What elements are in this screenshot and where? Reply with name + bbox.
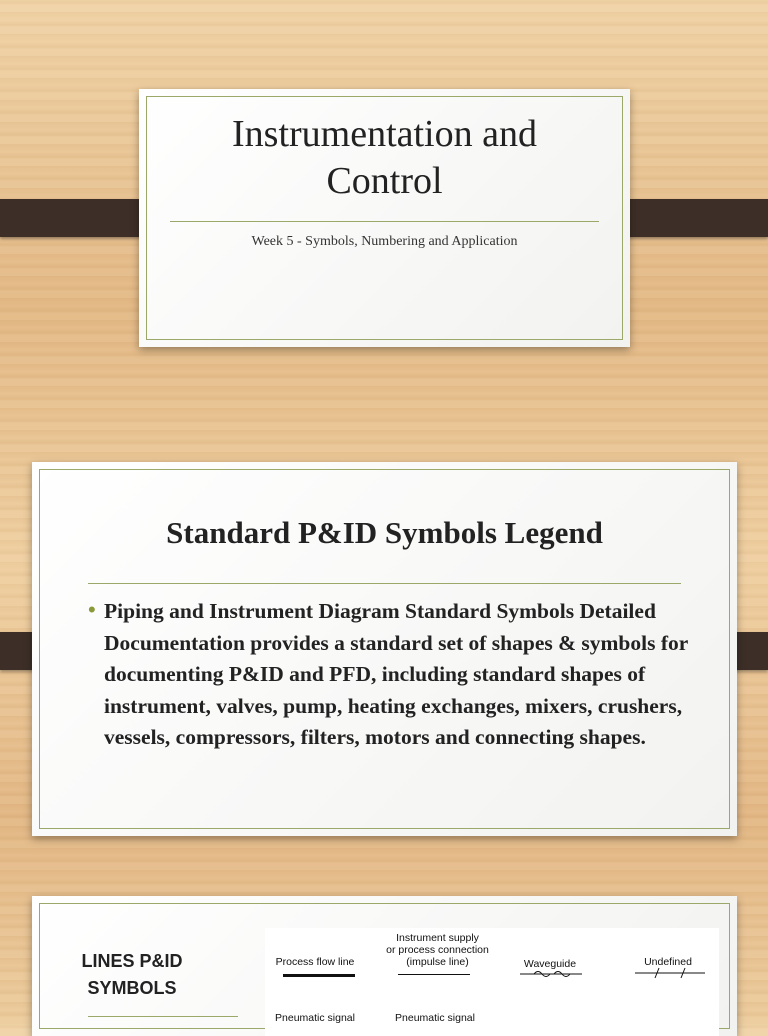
- label-instrument-supply: Instrument supply or process connection (impulse line): [386, 932, 489, 968]
- lines-legend-image: [265, 928, 719, 1036]
- process-flow-line-symbol: [283, 974, 355, 977]
- slide-lines-symbols[interactable]: [32, 896, 737, 1036]
- title-line-2: Control: [326, 160, 443, 202]
- heading-line-2: SYMBOLS: [87, 978, 177, 998]
- slide-title-heading: [139, 111, 630, 205]
- slide-subtitle: Week 5 - Symbols, Numbering and Application: [251, 234, 518, 249]
- title-line-1: Instrumentation and: [232, 113, 537, 155]
- bullet-icon: •: [88, 597, 96, 622]
- band-right-1: [613, 199, 768, 237]
- undefined-symbol: [635, 966, 705, 980]
- slide-heading: Standard P&ID Symbols Legend: [166, 515, 603, 550]
- heading-divider: [88, 583, 681, 584]
- bullet-text: Piping and Instrument Diagram Standard Symbols Detailed Documentation provides a standard set of shapes & symbols for documenting P&ID and PFD, including standard shapes of instrument, valves, pump, heating exchanges, mixers, crushers, vessels, compressors, filters, motors and connecting shapes.: [104, 599, 688, 749]
- waveguide-symbol: [520, 968, 582, 980]
- title-divider: [170, 221, 599, 222]
- band-left-1: [0, 199, 155, 237]
- label-pneumatic-signal-1: Pneumatic signal: [275, 1012, 355, 1024]
- label-pneumatic-signal-2: Pneumatic signal: [395, 1012, 475, 1024]
- heading-line-1: LINES P&ID: [81, 951, 183, 971]
- label-process-flow-line: Process flow line: [275, 956, 355, 968]
- heading-divider: [88, 1016, 238, 1017]
- label-waveguide: Waveguide: [523, 958, 577, 970]
- slide-heading: [62, 948, 202, 1002]
- slide-legend[interactable]: [32, 462, 737, 836]
- label-undefined: Undefined: [644, 956, 692, 968]
- slide-title[interactable]: [139, 89, 630, 347]
- instrument-supply-symbol: [398, 974, 470, 975]
